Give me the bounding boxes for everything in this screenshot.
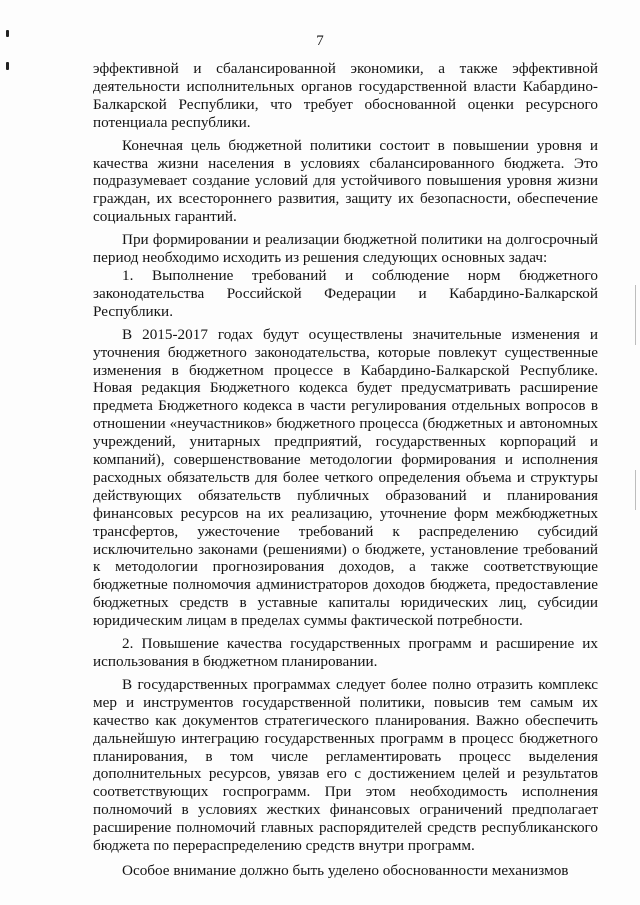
- scan-mark: [6, 62, 9, 70]
- paragraph-state-programs: В государственных программах следует более полно отразить комплекс мер и инструментов государственной политики, повысив тем самым их качество как документов стратегического планирования. Важно обеспечить дальнейшую интеграцию государственных программ в процесс бюджетного планирования, в том числе регламентировать процесс выделения дополнительных ресурсов, увязав его с достижением целей и результатов соответствующих госпрограмм. При этом необходимость исполнения полномочий в условиях жестких финансовых ограничений предполагает расширение полномочий главных распорядителей средств республиканского бюджета по перераспределению средств внутри программ.: [93, 675, 598, 855]
- scan-edge-line: [635, 285, 636, 345]
- document-body: [93, 60, 598, 880]
- page-number: 7: [316, 33, 324, 49]
- task-2-heading: 2. Повышение качества государственных программ и расширение их использования в бюджетном планировании.: [93, 635, 598, 670]
- scan-edge-line: [635, 470, 636, 510]
- paragraph-legislation-changes: В 2015-2017 годах будут осуществлены значительные изменения и уточнения бюджетного законодательства, которые повлекут существенные изменения в бюджетном процессе в Кабардино-Балкарской Республике. Новая редакция Бюджетного кодекса будет предусматривать расширение предмета Бюджетного кодекса в части регулирования отдельных вопросов в отношении «неучастников» бюджетного процесса (бюджетных и автономных учреждений, унитарных предприятий, государственных корпораций и компаний), совершенствование методологии формирования и исполнения расходных обязательств для более четкого определения объема и структуры действующих обязательств публичных образований и планирования финансовых ресурсов на их реализацию, уточнение форм межбюджетных трансфертов, ужесточение требований к распределению субсидий исключительно законами (решениями) о бюджете, установление требований к методологии прогнозирования доходов, а также соответствующие бюджетные полномочия администраторов доходов бюджета, предоставление бюджетных средств в уставные капиталы юридических лиц, субсидии юридическим лицам в пределах суммы фактической потребности.: [93, 325, 598, 630]
- paragraph-tasks-intro: При формировании и реализации бюджетной политики на долгосрочный период необходимо исходить из решения следующих основных задач:: [93, 231, 598, 267]
- paragraph-special-attention: Особое внимание должно быть уделено обоснованности механизмов: [122, 861, 569, 879]
- paragraph-budget-goal: Конечная цель бюджетной политики состоит в повышении уровня и качества жизни населения в условиях сбалансированного бюджета. Это подразумевает создание условий для устойчивого повышения уровня жизни граждан, их всестороннего развития, защиту их безопасности, обеспечение социальных гарантий.: [93, 136, 598, 226]
- paragraph-continuation: эффективной и сбалансированной экономики, а также эффективной деятельности исполнительных органов государственной власти Кабардино-Балкарской Республики, что требует обоснованной оценки ресурсного потенциала республики.: [93, 60, 598, 131]
- task-1-heading: 1. Выполнение требований и соблюдение норм бюджетного законодательства Российской Федерации и Кабардино-Балкарской Республики.: [93, 266, 598, 320]
